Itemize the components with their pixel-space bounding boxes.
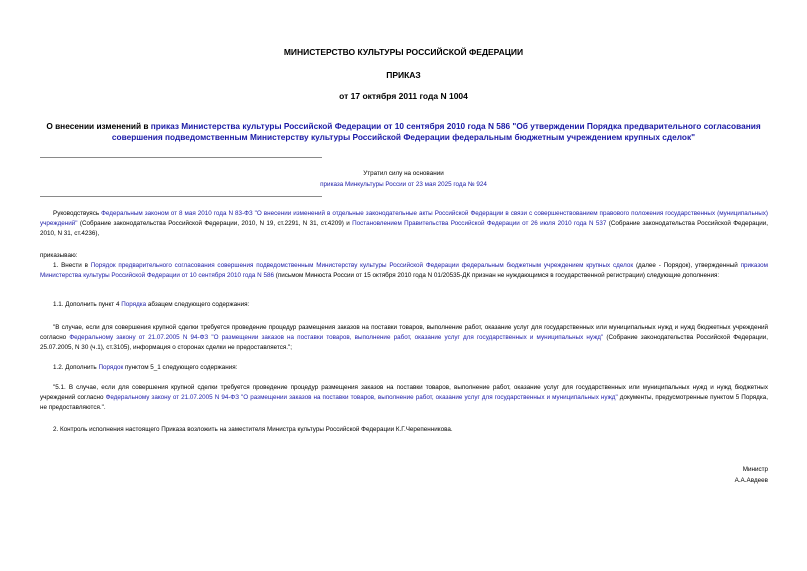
paragraph-item-1-1 — [40, 300, 768, 310]
p4-text-2: абзацем следующего содержания: — [146, 301, 250, 308]
p6-text-2: пунктом 5_1 следующего содержания: — [123, 364, 238, 371]
p4-link-procedure[interactable]: Порядка — [121, 301, 147, 308]
p1-link-law-83fz[interactable]: Федеральным законом от 8 мая 2010 года N 83-ФЗ "О внесении изменений в отдельные законодательные акты Российской Федерации в связи с совершенствованием правового положения государственных (муниципальных) учреждений" — [40, 210, 768, 227]
divider-top — [40, 157, 322, 158]
signature-name: А.А.Авдеев — [734, 477, 768, 484]
p7-link-law-94fz[interactable]: Федеральному закону от 21.07.2005 N 94-ФЗ "О размещении заказов на поставки товаров, выполнение работ, оказание услуг для государственных и муниципальных нужд" — [105, 393, 618, 401]
title-prefix: О внесении изменений в — [46, 121, 151, 131]
p6-text-1: 1.2. Дополнить — [53, 364, 99, 371]
status-line: Утратил силу на основании — [363, 170, 444, 177]
paragraph-item-1 — [40, 261, 768, 281]
divider-bottom — [40, 196, 322, 197]
signature-position: Министр — [742, 466, 768, 473]
p5-text-1: "В случае, если для совершения крупной сделки требуется проведение процедур размещения заказов на поставки товаров, выполнение работ, оказание услуг для государственных или муниципальных нужд и нужд бюджетных учреждений согласно — [40, 324, 768, 341]
doc-type-heading: ПРИКАЗ — [386, 70, 421, 80]
p1-text-3: (Собрание законодательства Российской Федерации, 2010, N 31, ст.4236), — [40, 219, 768, 237]
p3-text-3: (письмом Минюста России от 15 октября 2010 года N 01/20535-ДК признан не нуждающимся в государственной регистрации) следующие дополнения: — [274, 271, 720, 279]
p4-text-1: 1.1. Дополнить пункт 4 — [53, 301, 122, 308]
p5-link-law-94fz[interactable]: Федеральному закону от 21.07.2005 N 94-ФЗ "О размещении заказов на поставки товаров, выполнение работ, оказание услуг для государственных и муниципальных нужд" — [69, 333, 604, 341]
status-link[interactable]: приказа Минкультуры России от 23 мая 2025 года № 924 — [320, 181, 487, 188]
p3-text-1: 1. Внести в — [53, 262, 91, 269]
p6-link-procedure[interactable]: Порядок — [98, 364, 124, 371]
p7-text-2: документы, предусмотренные пунктом 5 Порядка, не предоставляются.". — [40, 393, 768, 411]
p3-text-2: (далее - Порядок), утвержденный — [633, 262, 741, 269]
p1-link-resolution-537[interactable]: Постановлением Правительства Российской Федерации от 26 июля 2010 года N 537 — [352, 219, 607, 227]
p7-text-1: "5.1. В случае, если для совершения крупной сделки требуется проведение процедур размещения заказов на поставки товаров, выполнение работ, оказание услуг для государственных или муниципальных нужд и нужд бюджетных учреждений согласно — [40, 384, 768, 401]
p1-text-1: Руководствуясь — [53, 210, 102, 217]
paragraph-quote-4 — [40, 323, 768, 352]
p3-link-procedure[interactable]: Порядок предварительного согласования совершения подведомственным Министерству культуры Российской Федерации федеральным бюджетным учреждением крупных сделок — [90, 262, 634, 269]
p3-link-order-586[interactable]: приказом Министерства культуры Российской Федерации от 10 сентября 2010 года N 586 — [40, 262, 769, 279]
paragraph-item-2: 2. Контроль исполнения настоящего Приказа возложить на заместителя Министра культуры Российской Федерации К.Г.Черепенникова. — [53, 426, 453, 433]
title-link[interactable]: приказ Министерства культуры Российской Федерации от 10 сентября 2010 года N 586 "Об утверждении Порядка предварительного согласования совершения подведомственным Министерству культуры Российской Федерации федеральным бюджетным учреждением крупных сделок" — [111, 121, 761, 142]
p5-text-2: (Собрание законодательства Российской Федерации, 25.07.2005, N 30 (ч.1), ст.3105), информация о сторонах сделки не предоставляется."; — [40, 333, 768, 351]
status-link-wrap — [0, 181, 807, 188]
doc-date-number: от 17 октября 2011 года N 1004 — [339, 91, 468, 101]
paragraph-order-word: приказываю: — [40, 252, 78, 259]
document-title — [40, 121, 767, 143]
ministry-heading: МИНИСТЕРСТВО КУЛЬТУРЫ РОССИЙСКОЙ ФЕДЕРАЦИИ — [283, 47, 524, 57]
paragraph-basis — [40, 209, 768, 238]
paragraph-item-1-2 — [40, 363, 768, 373]
paragraph-quote-5-1 — [40, 383, 768, 412]
p1-text-2: (Собрание законодательства Российской Федерации, 2010, N 19, ст.2291, N 31, ст.4209) и — [77, 219, 353, 227]
